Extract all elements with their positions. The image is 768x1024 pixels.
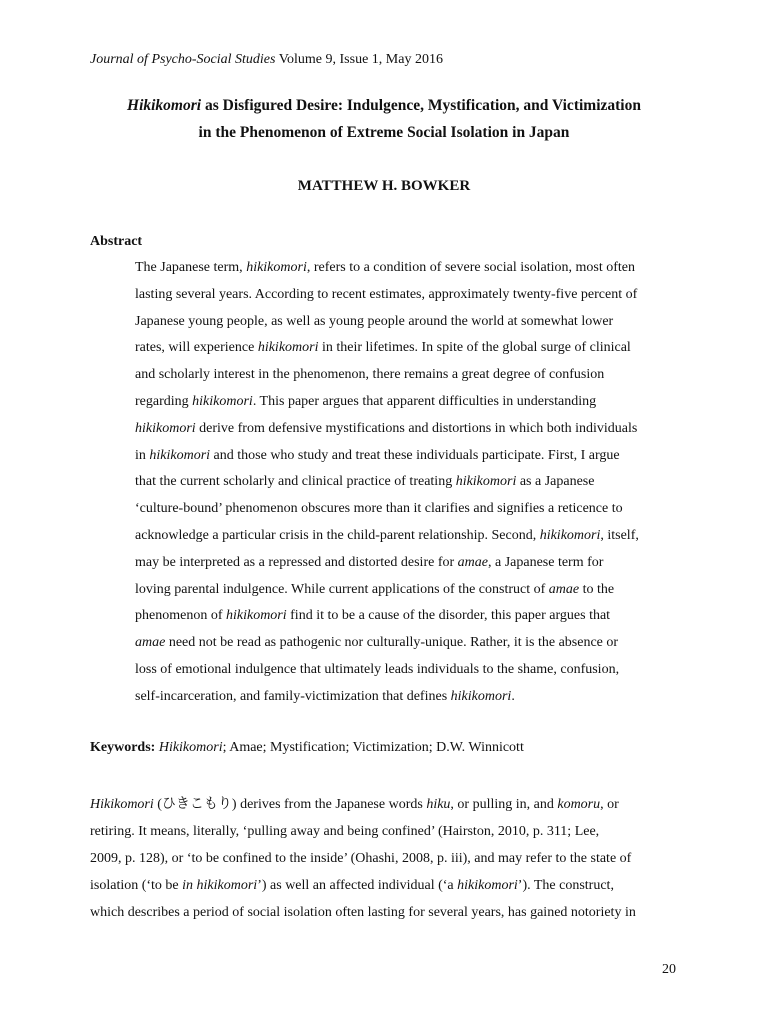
text-run: loving parental indulgence. While current applications of the construct of — [135, 581, 549, 597]
italic-term: hikikomori — [192, 393, 253, 409]
text-run: , a Japanese term for — [487, 554, 604, 570]
abstract-line — [135, 282, 680, 309]
text-run: loss of emotional indulgence that ultimately leads individuals to the shame, confusion, — [135, 661, 620, 677]
text-run: isolation (‘to be — [90, 878, 183, 893]
body-line — [90, 791, 682, 818]
text-run: , or — [600, 797, 619, 812]
italic-term: hikikomori — [135, 420, 196, 436]
journal-name: Journal of Psycho-Social Studies — [90, 52, 276, 67]
italic-term: hikikomori — [149, 447, 211, 463]
title-italic-term: Hikikomori — [127, 97, 202, 114]
text-run: find it to be a cause of the disorder, this paper argues that — [286, 608, 611, 624]
abstract-line — [135, 362, 680, 389]
abstract-line — [135, 443, 680, 470]
text-run: which describes a period of social isolation often lasting for several years, has gained notoriety in — [90, 905, 636, 920]
abstract-line — [135, 469, 680, 496]
text-run: that the current scholarly and clinical practice of treating — [135, 474, 456, 490]
text-run: to the — [579, 581, 615, 597]
text-run: (ひきこもり) derives from the Japanese words — [153, 797, 427, 812]
text-run: lasting several years. According to recent estimates, approximately twenty-five percent of — [135, 286, 638, 302]
italic-term: hikikomori — [246, 260, 307, 275]
italic-term: hikikomori — [455, 474, 517, 490]
author-name: MATTHEW H. BOWKER — [297, 178, 471, 194]
text-run: derive from defensive mystifications and distortions in which both individuals — [195, 420, 638, 436]
text-run: acknowledge a particular crisis in the child-parent relationship. Second, — [135, 527, 540, 543]
text-run: . This paper argues that apparent difficulties in understanding — [252, 393, 597, 409]
abstract-line — [135, 550, 680, 577]
italic-term: Hikikomori — [90, 797, 154, 812]
abstract-line — [135, 657, 680, 684]
text-run: phenomenon of — [135, 608, 226, 624]
abstract-line — [135, 496, 680, 523]
italic-term: hikikomori — [539, 527, 601, 543]
italic-term: in hikikomori — [182, 878, 258, 893]
text-run: , or pulling in, and — [450, 797, 558, 812]
text-run: may be interpreted as a repressed and distorted desire for — [135, 554, 458, 570]
abstract-line — [135, 416, 680, 443]
body-line — [90, 872, 682, 899]
text-run: . — [511, 688, 515, 704]
text-run: retiring. It means, literally, ‘pulling away and being confined’ (Hairston, 2010, p. 311; Lee, — [90, 824, 600, 839]
body-line — [90, 845, 682, 872]
text-run: The Japanese term, — [135, 260, 247, 275]
text-run: , refers to a condition of severe social isolation, most often — [306, 260, 635, 275]
abstract-line — [135, 335, 680, 362]
italic-term: Hikikomori — [158, 740, 223, 755]
text-run: Japanese young people, as well as young people around the world at somewhat lower — [135, 313, 614, 329]
paper-title — [60, 92, 708, 146]
keywords-items — [155, 740, 524, 755]
keywords-label: Keywords: — [90, 740, 156, 755]
italic-term: amae — [135, 635, 166, 651]
text-run: ; Amae; Mystification; Victimization; D.W. Winnicott — [222, 740, 524, 755]
text-run: in — [135, 447, 150, 463]
text-run: ’). The construct, — [517, 878, 614, 893]
title-line-2: in the Phenomenon of Extreme Social Isolation in Japan — [198, 124, 570, 141]
keywords-list — [155, 740, 524, 755]
text-run: , itself, — [600, 527, 639, 543]
body-line — [90, 818, 682, 845]
text-run: rates, will experience — [135, 340, 258, 356]
italic-term: hiku — [426, 797, 451, 812]
abstract-line — [135, 255, 680, 282]
title-line-1 — [60, 92, 708, 119]
abstract-line — [135, 577, 680, 604]
abstract-line — [135, 630, 680, 657]
italic-term: hikikomori — [457, 878, 518, 893]
text-run: as a Japanese — [516, 474, 595, 490]
text-run: 2009, p. 128), or ‘to be confined to the inside’ (Ohashi, 2008, p. iii), and may refer to the state of — [90, 851, 632, 866]
abstract-line — [135, 523, 680, 550]
body-paragraph — [90, 791, 682, 926]
text-run: and those who study and treat these individuals participate. First, I argue — [210, 447, 620, 463]
italic-term: komoru — [557, 797, 601, 812]
body-line — [90, 899, 682, 926]
page-number: 20 — [662, 962, 676, 977]
title-line-1-text: as Disfigured Desire: Indulgence, Mystification, and Victimization — [201, 97, 641, 114]
abstract-line — [135, 684, 680, 711]
italic-term: amae — [548, 581, 580, 597]
text-run: ’) as well an affected individual (‘a — [257, 878, 458, 893]
italic-term: hikikomori — [450, 688, 512, 704]
abstract-line — [135, 603, 680, 630]
italic-term: amae — [457, 554, 488, 570]
journal-header — [90, 50, 443, 70]
text-run: in their lifetimes. In spite of the global surge of clinical — [318, 340, 631, 356]
italic-term: hikikomori — [225, 608, 287, 624]
abstract-heading: Abstract — [90, 234, 143, 249]
text-run: need not be read as pathogenic nor culturally-unique. Rather, it is the absence or — [165, 635, 619, 651]
text-run: ‘culture-bound’ phenomenon obscures more than it clarifies and signifies a reticence to — [135, 501, 623, 517]
keywords-line — [90, 738, 524, 758]
abstract-line — [135, 389, 680, 416]
text-run: self-incarceration, and family-victimization that defines — [135, 688, 451, 704]
abstract-line — [135, 309, 680, 336]
text-run: and scholarly interest in the phenomenon, there remains a great degree of confusion — [135, 367, 605, 383]
abstract-body — [135, 255, 680, 711]
text-run: regarding — [135, 393, 193, 409]
italic-term: hikikomori — [257, 340, 319, 356]
journal-issue: Volume 9, Issue 1, May 2016 — [275, 52, 443, 67]
